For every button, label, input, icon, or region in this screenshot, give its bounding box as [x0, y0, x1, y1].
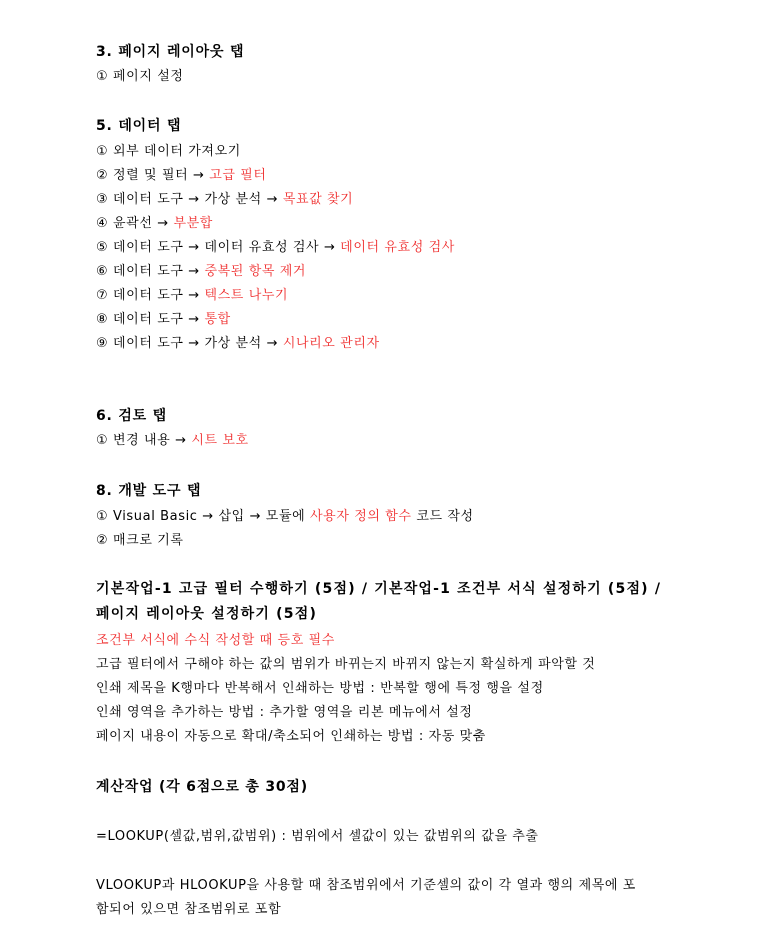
item-text: 데이터 도구 →	[113, 264, 200, 279]
item-text: 변경 내용 →	[113, 433, 187, 448]
item-text: 데이터 도구 →	[113, 312, 200, 327]
basic-work-heading-cont: 페이지 레이아웃 설정하기 (5점)	[96, 606, 318, 622]
list-item	[96, 507, 474, 527]
note-line: 인쇄 제목을 K행마다 반복해서 인쇄하는 방법 : 반복할 행에 특정 행을 설정	[96, 681, 544, 696]
item-number: ②	[96, 168, 109, 183]
list-item	[96, 531, 184, 551]
item-number: ⑧	[96, 312, 109, 327]
item-highlight: 고급 필터	[209, 168, 267, 183]
section-heading-data-tab: 5. 데이터 탭	[96, 118, 182, 134]
list-item	[96, 142, 241, 162]
list-item	[96, 214, 213, 234]
item-number: ⑤	[96, 240, 109, 255]
note-line: 고급 필터에서 구해야 하는 값의 범위가 바뀌는지 바뀌지 않는지 확실하게 파악할 것	[96, 657, 596, 672]
note-line: 인쇄 영역을 추가하는 방법 : 추가할 영역을 리본 메뉴에서 설정	[96, 705, 473, 720]
list-item	[96, 190, 353, 210]
item-highlight: 텍스트 나누기	[204, 288, 289, 303]
item-highlight: 데이터 유효성 검사	[340, 240, 455, 255]
item-highlight: 시나리오 관리자	[282, 336, 380, 351]
item-number: ⑦	[96, 288, 109, 303]
item-number: ①	[96, 69, 109, 84]
list-item	[96, 334, 380, 354]
item-highlight: 중복된 항목 제거	[204, 264, 307, 279]
item-number: ④	[96, 216, 109, 231]
calc-work-heading: 계산작업 (각 6점으로 총 30점)	[96, 779, 308, 795]
item-number: ②	[96, 533, 109, 548]
item-number: ⑨	[96, 336, 109, 351]
item-number: ⑥	[96, 264, 109, 279]
warning-note: 조건부 서식에 수식 작성할 때 등호 필수	[96, 633, 335, 648]
list-item	[96, 67, 184, 87]
list-item	[96, 262, 306, 282]
vlookup-note-cont: 함되어 있으면 참조범위로 포함	[96, 902, 282, 917]
item-text: 데이터 도구 → 가상 분석 →	[113, 192, 279, 207]
item-text-after: 코드 작성	[416, 509, 474, 524]
list-item	[96, 166, 267, 186]
item-text: 페이지 설정	[113, 69, 184, 84]
basic-work-heading: 기본작업-1 고급 필터 수행하기 (5점) / 기본작업-1 조건부 서식 설정하기 (5점) /	[96, 581, 662, 597]
section-heading-page-layout: 3. 페이지 레이아웃 탭	[96, 44, 245, 60]
item-highlight: 사용자 정의 함수	[310, 509, 412, 524]
note-line: 페이지 내용이 자동으로 확대/축소되어 인쇄하는 방법 : 자동 맞춤	[96, 729, 486, 744]
item-highlight: 통합	[204, 312, 231, 327]
list-item	[96, 238, 455, 258]
item-highlight: 부분합	[173, 216, 213, 231]
item-highlight: 목표값 찾기	[282, 192, 354, 207]
vlookup-note: VLOOKUP과 HLOOKUP을 사용할 때 참조범위에서 기준셀의 값이 각 열과 행의 제목에 포	[96, 878, 636, 893]
list-item	[96, 310, 231, 330]
item-text: Visual Basic → 삽입 → 모듈에	[113, 509, 306, 524]
item-text: 외부 데이터 가져오기	[113, 144, 241, 159]
section-heading-developer-tab: 8. 개발 도구 탭	[96, 483, 202, 499]
item-text: 윤곽선 →	[113, 216, 169, 231]
section-heading-review-tab: 6. 검토 탭	[96, 408, 167, 424]
item-text: 정렬 및 필터 →	[113, 168, 205, 183]
item-number: ①	[96, 144, 109, 159]
item-number: ①	[96, 509, 109, 524]
item-text: 데이터 도구 → 가상 분석 →	[113, 336, 279, 351]
item-highlight: 시트 보호	[191, 433, 249, 448]
item-text: 데이터 도구 → 데이터 유효성 검사 →	[113, 240, 336, 255]
list-item	[96, 286, 288, 306]
item-text: 매크로 기록	[113, 533, 184, 548]
item-text: 데이터 도구 →	[113, 288, 200, 303]
item-number: ①	[96, 433, 109, 448]
item-number: ③	[96, 192, 109, 207]
list-item	[96, 431, 249, 451]
lookup-note: =LOOKUP(셀값,범위,값범위) : 범위에서 셀값이 있는 값범위의 값을 추출	[96, 829, 539, 844]
